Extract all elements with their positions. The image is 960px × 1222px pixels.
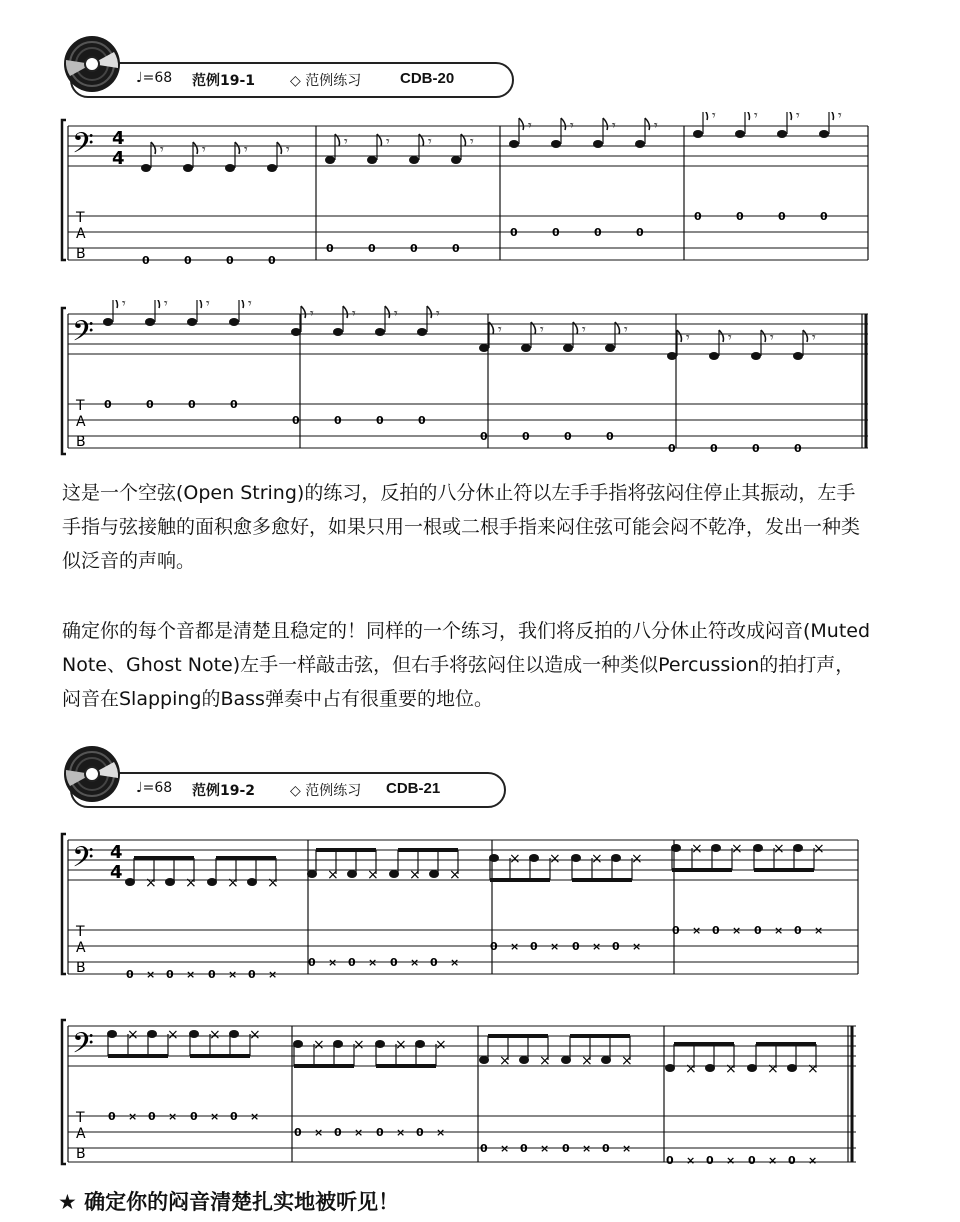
notehead	[409, 156, 419, 164]
notehead	[451, 156, 461, 164]
beam	[674, 1042, 734, 1046]
tab-ghost: ×	[540, 1142, 550, 1155]
tab-fret: 0	[190, 1110, 198, 1123]
tab-fret: 0	[530, 940, 538, 953]
bass-clef: 𝄢	[72, 315, 94, 355]
tab-fret: 0	[748, 1154, 756, 1167]
eighth-rest: 𝄾	[570, 118, 574, 134]
tab-fret: 0	[208, 968, 216, 978]
eighth-rest: 𝄾	[838, 112, 842, 124]
beam	[672, 868, 732, 872]
ghost-notehead: ×	[249, 1027, 261, 1043]
tab-fret: 0	[376, 1126, 384, 1139]
notehead	[333, 328, 343, 336]
tab-fret: 0	[710, 442, 718, 455]
ghost-notehead: ×	[327, 867, 339, 883]
cd-icon	[62, 34, 122, 94]
eighth-rest: 𝄾	[812, 330, 816, 346]
tab-ghost: ×	[368, 956, 378, 969]
tab-fret: 0	[430, 956, 438, 969]
tab-fret: 0	[594, 226, 602, 239]
note-flag	[761, 330, 766, 342]
ghost-notehead: ×	[691, 841, 703, 857]
ghost-notehead: ×	[353, 1037, 365, 1053]
tab-letter-a: A	[76, 940, 86, 956]
tab-ghost: ×	[250, 1110, 260, 1123]
notehead	[735, 130, 745, 138]
eighth-rest: 𝄾	[344, 134, 348, 150]
tab-ghost: ×	[732, 924, 742, 937]
eighth-rest: 𝄾	[122, 300, 126, 312]
tab-ghost: ×	[210, 1110, 220, 1123]
tab-fret: 0	[146, 398, 154, 411]
notehead	[225, 164, 235, 172]
ghost-notehead: ×	[227, 875, 239, 891]
time-sig-bottom: 4	[112, 148, 125, 169]
note-flag	[561, 118, 566, 130]
beam	[294, 1064, 354, 1068]
eighth-rest: 𝄾	[248, 300, 252, 312]
tab-letter-a: A	[76, 414, 86, 430]
eighth-rest: 𝄾	[770, 330, 774, 346]
ghost-notehead: ×	[509, 851, 521, 867]
tab-fret: 0	[668, 442, 676, 455]
notehead	[667, 352, 677, 360]
tab-fret: 0	[572, 940, 580, 953]
eighth-rest: 𝄾	[436, 306, 440, 322]
eighth-rest: 𝄾	[386, 134, 390, 150]
tab-fret: 0	[126, 968, 134, 978]
eighth-rest: 𝄾	[612, 118, 616, 134]
ghost-notehead: ×	[267, 875, 279, 891]
time-sig-top: 4	[112, 128, 125, 149]
tab-ghost: ×	[622, 1142, 632, 1155]
ghost-notehead: ×	[127, 1027, 139, 1043]
eighth-rest: 𝄾	[654, 118, 658, 134]
example-banner-19-1	[62, 60, 514, 100]
note-flag	[197, 300, 202, 308]
tab-fret: 0	[672, 924, 680, 937]
tab-fret: 0	[794, 442, 802, 455]
tab-ghost: ×	[814, 924, 824, 937]
notehead	[509, 140, 519, 148]
tab-ghost: ×	[726, 1154, 736, 1167]
tab-fret: 0	[778, 210, 786, 223]
tab-letter-b: B	[76, 246, 86, 262]
ghost-notehead: ×	[731, 841, 743, 857]
note-flag	[803, 330, 808, 342]
note-flag	[703, 112, 708, 120]
eighth-rest: 𝄾	[582, 322, 586, 338]
note-flag	[519, 118, 524, 130]
ex1-line1-notes	[141, 112, 842, 264]
tab-fret: 0	[794, 924, 802, 937]
eighth-rest: 𝄾	[160, 142, 164, 158]
tab-ghost: ×	[582, 1142, 592, 1155]
tab-fret: 0	[564, 430, 572, 443]
ghost-notehead: ×	[591, 851, 603, 867]
ghost-notehead: ×	[725, 1061, 737, 1077]
notehead	[141, 164, 151, 172]
ex1-line2-notes	[103, 300, 816, 455]
ghost-notehead: ×	[631, 851, 643, 867]
tab-ghost: ×	[354, 1126, 364, 1139]
ex2-system-2	[60, 1012, 860, 1168]
tab-letter-a: A	[76, 226, 86, 242]
ghost-notehead: ×	[499, 1053, 511, 1069]
note-flag	[603, 118, 608, 130]
eighth-rest: 𝄾	[286, 142, 290, 158]
notehead	[563, 344, 573, 352]
notehead	[367, 156, 377, 164]
notehead	[229, 318, 239, 326]
note-flag	[427, 306, 432, 318]
note-flag	[677, 330, 682, 342]
tab-fret: 0	[294, 1126, 302, 1139]
note-flag	[301, 306, 306, 318]
notehead	[635, 140, 645, 148]
notehead	[291, 328, 301, 336]
tab-fret: 0	[334, 1126, 342, 1139]
tab-ghost: ×	[550, 940, 560, 953]
tab-fret: 0	[480, 430, 488, 443]
tab-fret: 0	[510, 226, 518, 239]
eighth-rest: 𝄾	[470, 134, 474, 150]
tempo-marking: ♩=68	[136, 70, 173, 86]
tab-fret: 0	[712, 924, 720, 937]
note-flag	[645, 118, 650, 130]
ghost-notehead: ×	[209, 1027, 221, 1043]
eighth-rest: 𝄾	[754, 112, 758, 124]
beam	[216, 856, 276, 860]
notehead	[417, 328, 427, 336]
eighth-rest: 𝄾	[244, 142, 248, 158]
tab-fret: 0	[148, 1110, 156, 1123]
notehead	[819, 130, 829, 138]
cd-track-label: CDB-21	[386, 780, 441, 797]
eighth-rest: 𝄾	[528, 118, 532, 134]
tab-fret: 0	[376, 414, 384, 427]
tab-ghost: ×	[396, 1126, 406, 1139]
notehead	[103, 318, 113, 326]
bass-clef: 𝄢	[72, 127, 94, 167]
notehead	[375, 328, 385, 336]
ghost-notehead: ×	[621, 1053, 633, 1069]
tab-ghost: ×	[410, 956, 420, 969]
notehead	[267, 164, 277, 172]
eighth-rest: 𝄾	[164, 300, 168, 312]
tab-fret: 0	[230, 398, 238, 411]
note-flag	[235, 142, 240, 154]
notehead	[793, 352, 803, 360]
tab-ghost: ×	[314, 1126, 324, 1139]
tab-ghost: ×	[450, 956, 460, 969]
notehead	[551, 140, 561, 148]
tab-fret: 0	[390, 956, 398, 969]
tab-letter-b: B	[76, 434, 86, 450]
beam	[490, 878, 550, 882]
note-flag	[155, 300, 160, 308]
tab-ghost: ×	[168, 1110, 178, 1123]
tab-fret: 0	[490, 940, 498, 953]
ghost-notehead: ×	[581, 1053, 593, 1069]
tab-ghost: ×	[128, 1110, 138, 1123]
tab-ghost: ×	[808, 1154, 818, 1167]
eighth-rest: 𝄾	[540, 322, 544, 338]
note-flag	[151, 142, 156, 154]
notehead	[187, 318, 197, 326]
tab-fret: 0	[820, 210, 828, 223]
eighth-rest: 𝄾	[712, 112, 716, 124]
tab-fret: 0	[104, 398, 112, 411]
time-sig-top: 4	[110, 842, 123, 863]
ghost-notehead: ×	[145, 875, 157, 891]
ghost-notehead: ×	[807, 1061, 819, 1077]
beam	[572, 878, 632, 882]
eighth-rest: 𝄾	[206, 300, 210, 312]
note-flag	[719, 330, 724, 342]
tab-fret: 0	[562, 1142, 570, 1155]
tab-ghost: ×	[592, 940, 602, 953]
tab-fret: 0	[184, 254, 192, 264]
notehead	[593, 140, 603, 148]
example-banner-19-2	[62, 770, 506, 810]
tab-letter-b: B	[76, 960, 86, 976]
ghost-notehead: ×	[409, 867, 421, 883]
tab-fret: 0	[754, 924, 762, 937]
tab-fret: 0	[230, 1110, 238, 1123]
notehead	[605, 344, 615, 352]
tab-fret: 0	[248, 968, 256, 978]
ghost-notehead: ×	[449, 867, 461, 883]
tab-fret: 0	[602, 1142, 610, 1155]
tab-fret: 0	[636, 226, 644, 239]
tab-fret: 0	[326, 242, 334, 255]
beam	[754, 868, 814, 872]
tab-letter-t: T	[76, 398, 85, 414]
cd-icon	[62, 744, 122, 804]
tab-fret: 0	[142, 254, 150, 264]
note-flag	[829, 112, 834, 120]
tab-fret: 0	[348, 956, 356, 969]
eighth-rest: 𝄾	[686, 330, 690, 346]
beam	[570, 1034, 630, 1038]
tab-ghost: ×	[510, 940, 520, 953]
tab-ghost: ×	[146, 968, 156, 978]
tab-fret: 0	[694, 210, 702, 223]
tab-ghost: ×	[686, 1154, 696, 1167]
tab-ghost: ×	[186, 968, 196, 978]
closing-note: ★ 确定你的闷音清楚扎实地被听见！	[58, 1190, 400, 1214]
tab-letter-t: T	[76, 210, 85, 226]
tab-ghost: ×	[692, 924, 702, 937]
tab-ghost: ×	[768, 1154, 778, 1167]
tab-ghost: ×	[268, 968, 278, 978]
tab-fret: 0	[308, 956, 316, 969]
tab-fret: 0	[188, 398, 196, 411]
eighth-rest: 𝄾	[428, 134, 432, 150]
practice-label: ◇ 范例练习	[290, 73, 362, 89]
bass-clef: 𝄢	[72, 841, 94, 881]
ghost-notehead: ×	[395, 1037, 407, 1053]
tab-fret: 0	[452, 242, 460, 255]
ghost-notehead: ×	[685, 1061, 697, 1077]
tab-ghost: ×	[228, 968, 238, 978]
note-flag	[277, 142, 282, 154]
time-sig-bottom: 4	[110, 862, 123, 883]
ghost-notehead: ×	[313, 1037, 325, 1053]
tab-fret: 0	[480, 1142, 488, 1155]
ex2-system-1	[60, 826, 860, 978]
note-flag	[193, 142, 198, 154]
notehead	[183, 164, 193, 172]
note-flag	[343, 306, 348, 318]
tab-ghost: ×	[632, 940, 642, 953]
tab-ghost: ×	[328, 956, 338, 969]
notehead	[479, 344, 489, 352]
eighth-rest: 𝄾	[624, 322, 628, 338]
paragraph-open-string: 这是一个空弦(Open String)的练习，反拍的八分休止符以左手手指将弦闷住停止其振动，左手手指与弦接触的面积愈多愈好，如果只用一根或二根手指来闷住弦可能会闷不乾净，发出一种类似泛音的声响。	[62, 482, 861, 572]
tab-letter-t: T	[76, 924, 85, 940]
ghost-notehead: ×	[767, 1061, 779, 1077]
notehead	[751, 352, 761, 360]
ex1-system-1	[60, 112, 872, 264]
eighth-rest: 𝄾	[352, 306, 356, 322]
beam	[190, 1054, 250, 1058]
beam	[488, 1034, 548, 1038]
practice-label: ◇ 范例练习	[290, 783, 362, 799]
ghost-notehead: ×	[367, 867, 379, 883]
tab-fret: 0	[368, 242, 376, 255]
ghost-notehead: ×	[773, 841, 785, 857]
tab-fret: 0	[666, 1154, 674, 1167]
tab-ghost: ×	[500, 1142, 510, 1155]
notehead	[693, 130, 703, 138]
tab-fret: 0	[292, 414, 300, 427]
tab-fret: 0	[788, 1154, 796, 1167]
eighth-rest: 𝄾	[728, 330, 732, 346]
note-flag	[745, 112, 750, 120]
tempo-marking: ♩=68	[136, 780, 173, 796]
tab-letter-a: A	[76, 1126, 86, 1142]
tab-fret: 0	[268, 254, 276, 264]
tab-fret: 0	[706, 1154, 714, 1167]
beam	[316, 848, 376, 852]
note-flag	[787, 112, 792, 120]
tab-fret: 0	[522, 430, 530, 443]
notehead	[145, 318, 155, 326]
ghost-notehead: ×	[813, 841, 825, 857]
tab-fret: 0	[736, 210, 744, 223]
eighth-rest: 𝄾	[202, 142, 206, 158]
tab-fret: 0	[108, 1110, 116, 1123]
ghost-notehead: ×	[185, 875, 197, 891]
tab-ghost: ×	[774, 924, 784, 937]
ghost-notehead: ×	[435, 1037, 447, 1053]
ex1-system-2	[60, 300, 872, 458]
ex2-line2-notes	[107, 1027, 819, 1167]
note-flag	[385, 306, 390, 318]
beam	[108, 1054, 168, 1058]
paragraph-muted-note: 确定你的每个音都是清楚且稳定的！同样的一个练习，我们将反拍的八分休止符改成闷音(Muted Note、Ghost Note)左手一样敲击弦，但右手将弦闷住以造成一种类似Percussion的拍打声，闷音在Slapping的Bass弹奏中占有很重要的地位。	[62, 620, 871, 710]
tab-fret: 0	[334, 414, 342, 427]
tab-ghost: ×	[436, 1126, 446, 1139]
cd-track-label: CDB-20	[400, 70, 455, 87]
notehead	[777, 130, 787, 138]
eighth-rest: 𝄾	[498, 322, 502, 338]
example-number: 范例19-1	[192, 73, 256, 89]
ex2-line1-notes	[125, 841, 825, 978]
notehead	[709, 352, 719, 360]
tab-fret: 0	[552, 226, 560, 239]
tab-fret: 0	[418, 414, 426, 427]
notehead	[325, 156, 335, 164]
beam	[398, 848, 458, 852]
tab-fret: 0	[606, 430, 614, 443]
tab-fret: 0	[520, 1142, 528, 1155]
ghost-notehead: ×	[167, 1027, 179, 1043]
ghost-notehead: ×	[539, 1053, 551, 1069]
bass-clef: 𝄢	[72, 1027, 94, 1067]
eighth-rest: 𝄾	[796, 112, 800, 124]
beam	[376, 1064, 436, 1068]
beam	[134, 856, 194, 860]
note-flag	[113, 300, 118, 308]
note-flag	[239, 300, 244, 308]
tab-letter-t: T	[76, 1110, 85, 1126]
tab-fret: 0	[416, 1126, 424, 1139]
tab-fret: 0	[410, 242, 418, 255]
ghost-notehead: ×	[549, 851, 561, 867]
tab-letter-b: B	[76, 1146, 86, 1162]
eighth-rest: 𝄾	[394, 306, 398, 322]
beam	[756, 1042, 816, 1046]
example-number: 范例19-2	[192, 783, 256, 799]
eighth-rest: 𝄾	[310, 306, 314, 322]
tab-fret: 0	[166, 968, 174, 978]
tab-fret: 0	[226, 254, 234, 264]
tab-fret: 0	[612, 940, 620, 953]
tab-fret: 0	[752, 442, 760, 455]
notehead	[521, 344, 531, 352]
